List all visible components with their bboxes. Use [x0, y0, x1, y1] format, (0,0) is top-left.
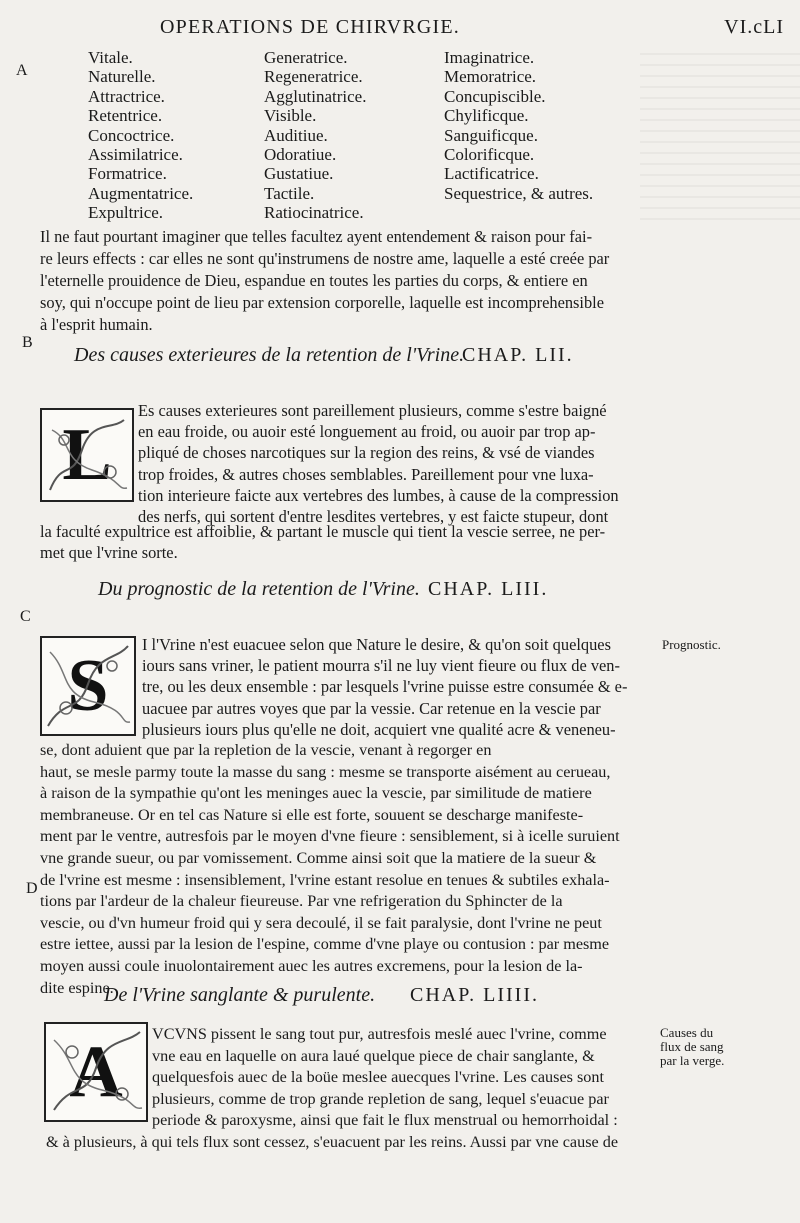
text-line: VCVNS pissent le sang tout pur, autresfois meslé auec l'vrine, comme	[152, 1025, 607, 1043]
faculty-item: Attractrice.	[88, 86, 165, 106]
initial-letter: A	[69, 1031, 123, 1113]
text-line: plusieurs iours plus qu'elle ne doit, acquiert vne qualité acre & veneneu-	[142, 719, 616, 739]
faculty-item: Chylificque.	[444, 106, 529, 126]
text-line: Es causes exterieures sont pareillement plusieurs, comme s'estre baigné	[138, 401, 607, 420]
text-line: re leurs effects : car elles ne sont qu'instrumens de nostre ame, laquelle a esté creée par	[40, 249, 610, 268]
text-line: pliqué de choses narcotiques sur la region des reins, & vsé de viandes	[138, 443, 595, 463]
margin-letter-c: C	[20, 608, 31, 625]
faculty-item: Retentrice.	[88, 106, 163, 126]
faculty-item: Colorificque.	[444, 145, 535, 165]
faculty-item: Expultrice.	[88, 203, 164, 223]
chapter-title: De l'Vrine sanglante & purulente.	[104, 984, 376, 1006]
side-note-causes	[660, 1026, 800, 1068]
chapter-number: CHAP. LII.	[462, 344, 574, 366]
chapter-heading	[74, 344, 654, 370]
faculty-item: Regeneratrice.	[264, 67, 363, 87]
faculty-item: Formatrice.	[88, 164, 167, 184]
initial-letter: L	[62, 414, 112, 496]
floral-ornament-icon	[46, 1024, 146, 1120]
faculty-item: Tactile.	[264, 183, 315, 203]
faculty-item: Agglutinatrice.	[264, 86, 367, 106]
chapter-paragraph-top	[142, 634, 654, 740]
floral-ornament-icon	[42, 638, 134, 734]
side-note-line: Causes du	[660, 1025, 714, 1040]
decorated-initial	[40, 636, 136, 736]
side-note-line: par la verge.	[660, 1053, 725, 1068]
text-line: se, dont aduient que par la repletion de la vescie, venant à regorger en	[40, 741, 492, 759]
text-line: met que l'vrine sorte.	[40, 543, 178, 563]
text-line: à l'esprit humain.	[40, 315, 153, 334]
chapter-title: Du prognostic de la retention de l'Vrine.	[98, 578, 420, 600]
faculty-item: Gustatiue.	[264, 164, 334, 184]
margin-letter-a: A	[16, 62, 28, 79]
text-line: la faculté expultrice est affoiblie, & partant le muscle qui tient la vescie serree, ne per-	[40, 522, 606, 541]
chapter-number: CHAP. LIII.	[428, 578, 549, 600]
text-line: des nerfs, qui sortent d'entre lesdites vertebres, y est faicte stupeur, dont	[138, 507, 609, 527]
chapter-title: Des causes exterieures de la retention de l'Vrine.	[74, 344, 465, 366]
bleed-through	[640, 50, 800, 220]
faculty-item: Vitale.	[88, 48, 133, 67]
faculty-item: Ratiocinatrice.	[264, 203, 364, 223]
page-number: VI.cLI	[724, 16, 784, 38]
faculty-item: Auditiue.	[264, 125, 328, 145]
text-line: periode & paroxysme, ainsi que fait le flux menstrual ou hemorrhoidal :	[152, 1111, 618, 1130]
faculty-item: Lactificatrice.	[444, 164, 539, 184]
text-line: plusieurs, comme de trop grande repletion de sang, lequel s'euacue par	[152, 1089, 609, 1108]
text-line: estre iettee, aussi par la lesion de l'espine, comme d'vne playe ou contusion : par mesme	[40, 935, 610, 954]
chapter-heading	[98, 578, 658, 604]
text-line: tion interieure faicte aux vertebres des lumbes, à cause de la compression	[138, 485, 619, 505]
decorated-initial	[44, 1022, 148, 1122]
chapter-paragraph-rest	[40, 521, 652, 563]
decorated-initial	[40, 408, 134, 502]
faculties-column-1	[88, 48, 193, 223]
text-line: & à plusieurs, à qui tels flux sont cessez, s'euacuent par les reins. Aussi par vne cause de	[46, 1133, 619, 1151]
text-line: de l'vrine est mesme : insensiblement, l'vrine estant resolue en tenues & subtiles exhala-	[40, 870, 610, 889]
initial-letter: S	[67, 645, 109, 727]
faculty-item: Assimilatrice.	[88, 145, 183, 165]
text-line: vescie, ou d'vn humeur froid qui y sera decoulé, il se fait paralysie, dont l'vrine ne peut	[40, 913, 602, 932]
text-line: trop froides, & autres choses semblables. Pareillement pour vne luxa-	[138, 464, 594, 484]
faculty-item: Visible.	[264, 106, 317, 126]
text-line: quelquesfois auec de la boüe meslee auecques l'vrine. Les causes sont	[152, 1068, 604, 1087]
side-note-prognostic: Prognostic.	[662, 637, 721, 652]
chapter-paragraph-top	[152, 1024, 654, 1132]
faculty-item: Sanguificque.	[444, 125, 538, 145]
side-note-line: flux de sang	[660, 1039, 724, 1054]
chapter-paragraph-rest	[40, 740, 652, 999]
text-line: membraneuse. Or en tel cas Nature si elle est forte, souuent se descharge manifeste-	[40, 805, 584, 824]
text-line: uacuee par autres voyes que par la vessie. Car retenue en la vescie par	[142, 698, 601, 718]
text-line: tre, ou les deux ensemble : par lesquels l'vrine puisse estre consumée & e-	[142, 677, 628, 697]
faculties-column-3	[444, 48, 593, 203]
text-line: I l'Vrine n'est euacuee selon que Nature le desire, & qu'on soit quelques	[142, 635, 611, 654]
faculty-item: Concoctrice.	[88, 125, 175, 145]
faculty-item: Imaginatrice.	[444, 48, 535, 67]
text-line: dite espine.	[40, 978, 114, 997]
text-line: haut, se mesle parmy toute la masse du sang : mesme se transporte aisément au cerueau,	[40, 762, 611, 781]
text-line: vne grande sueur, ou par vomissement. Comme ainsi soit que la matiere de la sueur &	[40, 848, 597, 867]
chapter-heading	[104, 984, 664, 1010]
text-line: tions par l'ardeur de la chaleur fieureuse. Par vne refrigeration du Sphincter de la	[40, 892, 563, 911]
text-line: l'eternelle prouidence de Dieu, espandue en toutes les parties du corps, & entiere en	[40, 271, 588, 290]
faculty-item: Generatrice.	[264, 48, 348, 67]
faculty-item: Augmentatrice.	[88, 183, 194, 203]
text-line: moyen aussi coule inuolontairement auec les autres excremens, pour la lesion de la-	[40, 956, 583, 975]
text-line: vne eau en laquelle on aura laué quelque piece de chair sanglante, &	[152, 1046, 595, 1065]
faculty-item: Memoratrice.	[444, 67, 537, 87]
intro-paragraph	[40, 226, 650, 336]
text-line: Il ne faut pourtant imaginer que telles facultez ayent entendement & raison pour fai-	[40, 227, 593, 246]
faculty-item: Sequestrice, & autres.	[444, 183, 594, 203]
running-title: OPERATIONS DE CHIRVRGIE.	[160, 16, 460, 38]
faculty-item: Concupiscible.	[444, 86, 546, 106]
faculty-item: Naturelle.	[88, 67, 156, 87]
text-line: ment par le ventre, autresfois par le moyen d'vne fieure : sensiblement, si à icelle suruient	[40, 827, 620, 846]
text-line: iours sans vriner, le patient mourra s'il ne luy vient fieure ou flux de ven-	[142, 656, 620, 676]
chapter-paragraph-rest	[46, 1132, 656, 1154]
margin-letter-b: B	[22, 334, 33, 351]
text-line: à raison de la sympathie qu'ont les meninges auec la vescie, par similitude de matiere	[40, 784, 592, 803]
chapter-paragraph-top	[138, 400, 652, 527]
text-line: en eau froide, ou auoir esté longuement au froid, ou auoir par trop ap-	[138, 422, 596, 442]
text-line: soy, qui n'occupe point de lieu par extension corporelle, laquelle est incomprehensible	[40, 293, 605, 312]
margin-letter-d: D	[26, 880, 38, 897]
running-header	[0, 10, 800, 44]
chapter-number: CHAP. LIIII.	[410, 984, 539, 1006]
faculties-column-2	[264, 48, 366, 223]
faculty-item: Odoratiue.	[264, 145, 337, 165]
floral-ornament-icon	[42, 410, 132, 500]
